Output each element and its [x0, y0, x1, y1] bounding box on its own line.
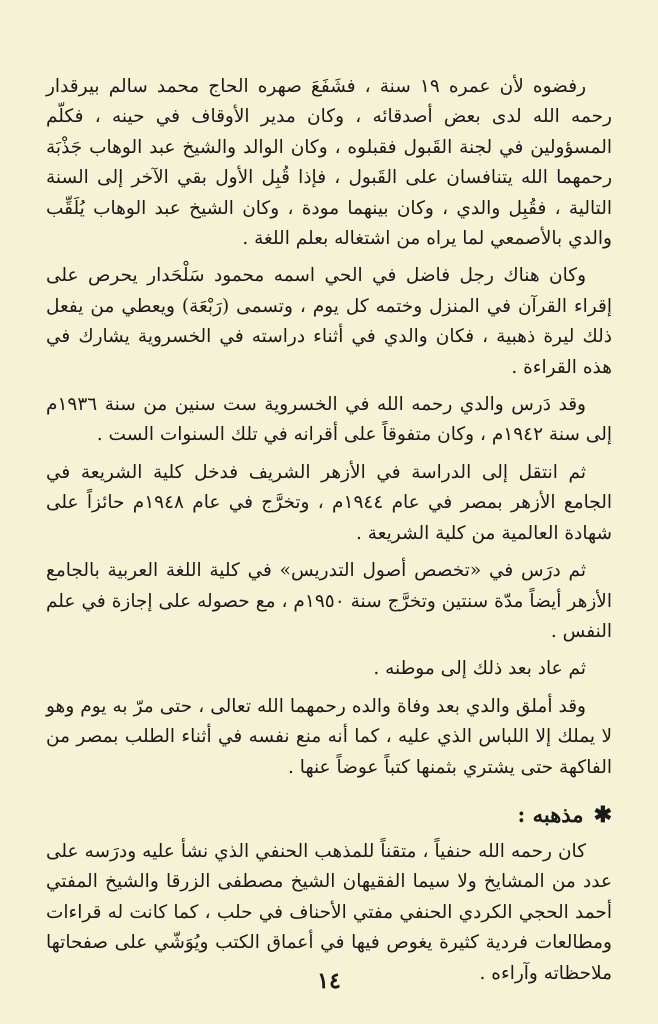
paragraph-2: وكان هناك رجل فاضل في الحي اسمه محمود سَلْحَدار يحرص على إقراء القرآن في المنزل وختمه كل يوم ، وتسمى (رَبْعَة) ويعطي من يفعل ذلك ليرة ذهبية ، فكان والدي في أثناء دراسته في الخسروية يشارك في هذه القراءة .: [46, 265, 612, 378]
paragraph-4: ثم انتقل إلى الدراسة في الأزهر الشريف فدخل كلية الشريعة في الجامع الأزهر بمصر في عام ١٩٤٤م ، وتخرَّج في عام ١٩٤٨م حائزاً على شهادة العالمية من كلية الشريعة .: [46, 461, 612, 544]
star-icon: ✱: [593, 801, 612, 828]
section-paragraph-1: كان رحمه الله حنفياً ، متقناً للمذهب الحنفي الذي نشأ عليه ودرَسه على عدد من المشايخ ولا سيما الفقيهان الشيخ مصطفى الزرقا والشيخ المفتي أحمد الحجي الكردي الحنفي مفتي الأحناف في حلب ، كما كانت له قراءات ومطالعات فردية كثيرة يغوص فيها في أعماق الكتب ويُوَشّي على صفحاتها ملاحظاته وآراءه .: [46, 840, 612, 984]
paragraph-5: ثم درَس في «تخصص أصول التدريس» في كلية اللغة العربية بالجامع الأزهر أيضاً مدّة سنتين وتخرَّج سنة ١٩٥٠م ، مع حصوله على إجازة في علم النفس .: [46, 560, 612, 642]
paragraph-6: ثم عاد بعد ذلك إلى موطنه .: [373, 658, 586, 680]
paragraph-7: وقد أملق والدي بعد وفاة والده رحمهما الله تعالى ، حتى مرّ به يوم وهو لا يملك إلا اللباس الذي عليه ، كما أنه منع نفسه في أثناء الطلب بمصر من الفاكهة حتى يشتري بثمنها كتباً عوضاً عنها .: [46, 695, 612, 778]
paragraph-1: رفضوه لأن عمره ١٩ سنة ، فشَفَعَ صهره الحاج محمد سالم بيرقدار رحمه الله لدى بعض أصدقائه ، وكان مدير الأوقاف في حينه ، فكلّم المسؤولين في لجنة القَبول فقبلوه ، وكان الوالد والشيخ عبد الوهاب جَذْبَة رحمهما الله يتنافسان على القَبول ، فإذا قُبِل الأول بقي الآخر إلى السنة التالية ، فقُبِل والدي ، وكان بينهما مودة ، وكان الشيخ عبد الوهاب يُلَقِّب والدي بالأصمعي لما يراه من اشتغاله بعلم اللغة .: [46, 76, 613, 250]
section-title: مذهبه :: [517, 801, 584, 827]
page-number: ١٤: [317, 968, 341, 994]
section-heading: [46, 799, 612, 831]
paragraph-3: وقد دَرس والدي رحمه الله في الخسروية ست سنين من سنة ١٩٣٦م إلى سنة ١٩٤٢م ، وكان متفوقاً على أقرانه في تلك السنوات الست .: [46, 394, 612, 446]
